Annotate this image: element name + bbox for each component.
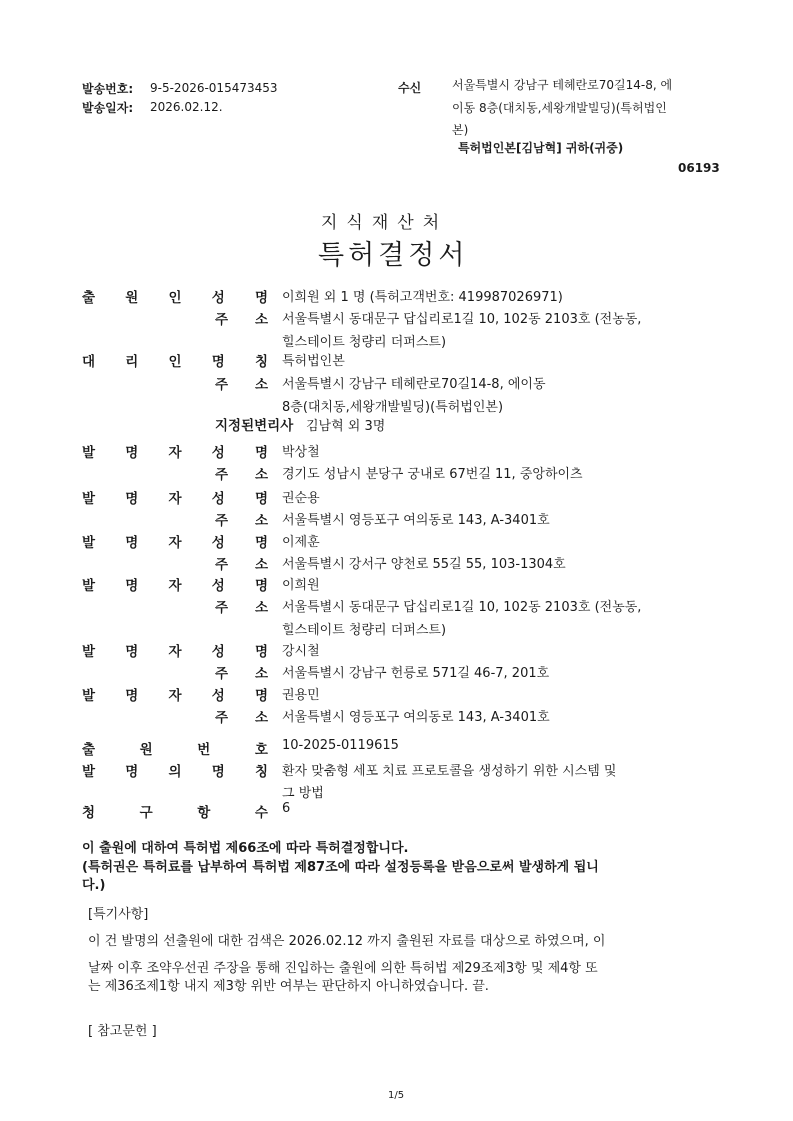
applicant-name-label: 출 원 인 성 명: [82, 290, 268, 306]
agent-address-line2: 8층(대치동,세왕개발빌딩)(특허법인본): [282, 400, 504, 415]
inventor-address-line1: 서울특별시 영등포구 여의동로 143, A-3401호: [282, 513, 550, 528]
inventor-name: 박상철: [282, 445, 320, 460]
invention-title-line1: 환자 맞춤형 세포 치료 프로토콜을 생성하기 위한 시스템 및: [282, 764, 617, 779]
invention-title-line2: 그 방법: [282, 786, 324, 801]
inventor-address-line1: 서울특별시 강서구 양천로 55길 55, 103-1304호: [282, 557, 566, 572]
inventor-address-label: 주 소: [215, 710, 268, 726]
inventor-name-label: 발 명 자 성 명: [82, 491, 268, 507]
inventor-address-line2: 힐스테이트 청량리 더퍼스트): [282, 623, 447, 638]
inventor-address-line1: 서울특별시 영등포구 여의동로 143, A-3401호: [282, 710, 550, 725]
organization-name: 지식재산처: [321, 213, 449, 233]
inventor-name-label: 발 명 자 성 명: [82, 535, 268, 551]
inventor-address-label: 주 소: [215, 467, 268, 483]
inventor-name: 강시철: [282, 644, 320, 659]
applicant-address-line2: 힐스테이트 청량리 더퍼스트): [282, 335, 447, 350]
designated-attorney: 김남혁 외 3명: [306, 419, 386, 434]
inventor-name: 권순용: [282, 491, 320, 506]
applicant-address-label: 주 소: [215, 312, 268, 328]
inventor-name: 권용민: [282, 688, 320, 703]
remarks-line3: 는 제36조제1항 내지 제3항 위반 여부는 판단하지 아니하였습니다. 끝.: [88, 979, 489, 994]
recipient-address-line3: 본): [452, 123, 469, 137]
inventor-address-line1: 서울특별시 동대문구 답십리로1길 10, 102동 2103호 (전농동,: [282, 600, 642, 615]
recipient-name: 특허법인본[김남혁] 귀하(귀중): [458, 141, 624, 155]
inventor-address-label: 주 소: [215, 557, 268, 573]
applicant-name: 이희원 외 1 명 (특허고객번호: 419987026971): [282, 290, 563, 305]
inventor-address-label: 주 소: [215, 513, 268, 529]
agent-address-label: 주 소: [215, 377, 268, 393]
claims-count: 6: [282, 801, 291, 816]
agent-name: 특허법인본: [282, 354, 345, 369]
inventor-name: 이제훈: [282, 535, 320, 550]
decision-statement: 이 출원에 대하여 특허법 제66조에 따라 특허결정합니다.: [82, 841, 409, 856]
remarks-line2: 날짜 이후 조약우선권 주장을 통해 진입하는 출원에 의한 특허법 제29조제3항 및 제4항 또: [88, 961, 598, 976]
recipient-address-line1: 서울특별시 강남구 테헤란로70길14-8, 에: [452, 78, 673, 92]
application-number-label: 출 원 번 호: [82, 742, 268, 758]
inventor-name-label: 발 명 자 성 명: [82, 445, 268, 461]
inventor-address-line1: 경기도 성남시 분당구 궁내로 67번길 11, 중앙하이츠: [282, 467, 583, 482]
remarks-heading: [특기사항]: [88, 907, 149, 922]
inventor-name-label: 발 명 자 성 명: [82, 688, 268, 704]
agent-address-line1: 서울특별시 강남구 테헤란로70길14-8, 에이동: [282, 377, 546, 392]
page-number: 1/5: [388, 1090, 405, 1101]
inventor-name: 이희원: [282, 578, 320, 593]
agent-name-label: 대 리 인 명 칭: [82, 354, 268, 370]
send-number: 9-5-2026-015473453: [150, 81, 278, 95]
inventor-address-label: 주 소: [215, 666, 268, 682]
send-date: 2026.02.12.: [150, 100, 223, 114]
inventor-name-label: 발 명 자 성 명: [82, 644, 268, 660]
application-number: 10-2025-0119615: [282, 738, 399, 753]
decision-note-line2: 다.): [82, 878, 106, 893]
inventor-name-label: 발 명 자 성 명: [82, 578, 268, 594]
postal-code: 06193: [678, 161, 720, 175]
references-heading: [ 참고문헌 ]: [88, 1024, 157, 1039]
remarks-line1: 이 건 발명의 선출원에 대한 검색은 2026.02.12 까지 출원된 자료를 대상으로 하였으며, 이: [88, 934, 606, 949]
send-date-label: 발송일자:: [82, 101, 134, 115]
decision-note-line1: (특허권은 특허료를 납부하여 특허법 제87조에 따라 설정등록을 받음으로써 발생하게 됩니: [82, 860, 599, 875]
applicant-address-line1: 서울특별시 동대문구 답십리로1길 10, 102동 2103호 (전농동,: [282, 312, 642, 327]
recipient-address-line2: 이동 8층(대치동,세왕개발빌딩)(특허법인: [452, 101, 667, 115]
inventor-address-line1: 서울특별시 강남구 헌릉로 571길 46-7, 201호: [282, 666, 550, 681]
claims-count-label: 청 구 항 수: [82, 805, 268, 821]
designated-attorney-label: 지정된변리사: [215, 418, 294, 434]
document-title: 특허결정서: [318, 240, 469, 271]
send-number-label: 발송번호:: [82, 82, 134, 96]
inventor-address-label: 주 소: [215, 600, 268, 616]
recipient-label: 수신: [398, 81, 422, 95]
invention-title-label: 발 명 의 명 칭: [82, 764, 268, 780]
